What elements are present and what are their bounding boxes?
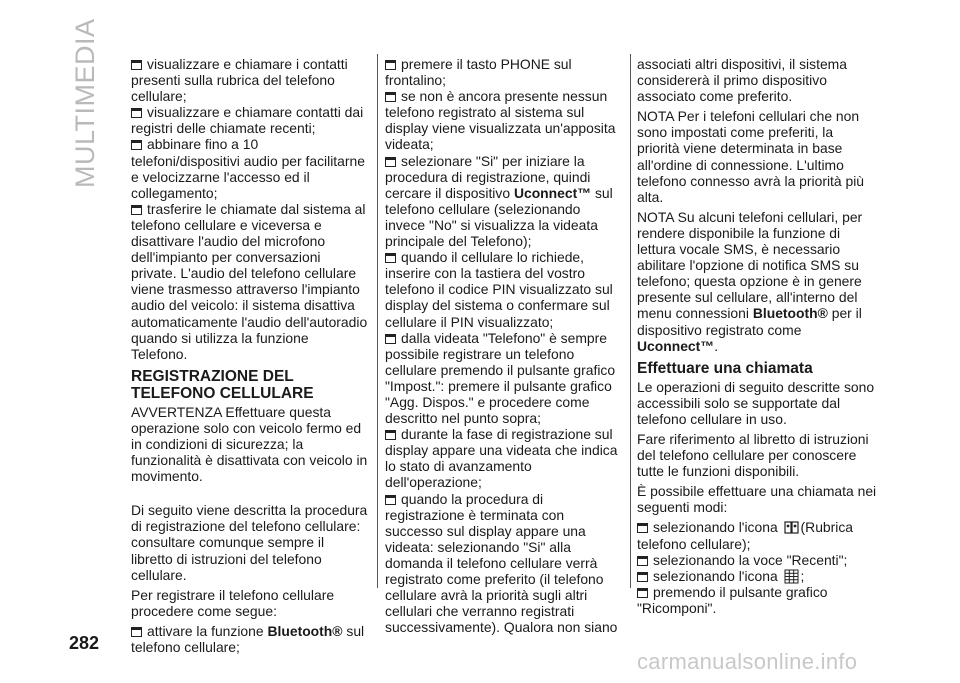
bullet-icon	[637, 556, 648, 566]
section-title: MULTIMEDIA	[70, 18, 100, 188]
watermark: carmanualsonline.info	[637, 649, 858, 674]
list-item: dalla videata "Telefono" è sempre possibile registrare un telefono cellulare premendo il pulsante grafico "Impost.": premere il pulsante grafico "Agg. Dispos." e procedere come descritto nel punto sopra;	[385, 329, 616, 427]
bullet-icon	[131, 108, 142, 118]
list-item: visualizzare e chiamare contatti dai registri delle chiamate recenti;	[131, 104, 364, 137]
list-item: abbinare fino a 10 telefoni/dispositivi audio per facilitarne e velocizzarne l'accesso ed il collegamento;	[131, 136, 365, 201]
bullet-icon	[131, 205, 142, 215]
list-item: quando il cellulare lo richiede, inserire con la tastiera del vostro telefono il codice PIN visualizzato sul display del sistema o confermare sul cellulare il PIN visualizzato;	[385, 249, 613, 330]
bullet-icon	[385, 60, 396, 70]
bullet-icon	[385, 495, 396, 505]
bullet-icon	[385, 157, 396, 167]
list-item: selezionando la voce "Recenti";	[637, 552, 879, 568]
bullet-icon	[385, 334, 396, 344]
list-item: premere il tasto PHONE sul frontalino;	[385, 56, 572, 89]
list-item: se non è ancora presente nessun telefono registrato al sistema sul display viene visualizzata un'apposita videata;	[385, 88, 616, 153]
bullet-icon	[637, 523, 648, 533]
column-divider	[377, 54, 378, 588]
bullet-icon	[385, 430, 396, 440]
keypad-icon	[784, 569, 799, 584]
note-text: NOTA Per i telefoni cellulari che non sono impostati come preferiti, la priorità viene determinata in base all'ordine di connessione. L'ultimo telefono connesso avrà la priorità più alta.	[637, 108, 865, 205]
paragraph: È possibile effettuare una chiamata nei seguenti modi:	[637, 483, 877, 516]
bullet-icon	[131, 60, 142, 70]
bullet-icon	[131, 140, 142, 150]
list-item: trasferire le chiamate dal sistema al telefono cellulare e viceversa e disattivare l'audio del microfono dell'impianto per conversazioni private. L'audio del telefono cellulare viene trasmesso attraverso l'impianto audio del veicolo: il sistema disattiva automaticamente l'audio dell'autoradio quando si utilizza la funzione Telefono.	[131, 200, 368, 362]
bullet-icon	[131, 627, 142, 637]
note-text: NOTA Su alcuni telefoni cellulari, per rendere disponibile la funzione di lettura vocale SMS, è necessario abilitare l'opzione di notifica SMS su telefono; questa opzione è in genere presente sul cellulare, all'interno del menu connessioni Bluetooth® per il dispositivo registrato come Uconnect™.	[637, 208, 863, 354]
list-item: quando la procedura di registrazione è terminata con successo sul display appare una videata: selezionando "Si" alla domanda il telefono cellulare verrà registrato come preferito (il telefono cellulare avrà la priorità sugli altri cellulari che verranno registrati successivamente). Qualora non siano	[385, 490, 618, 636]
column-divider	[630, 54, 631, 588]
list-item: durante la fase di registrazione sul display appare una videata che indica lo stato di avanzamento dell'operazione;	[385, 426, 618, 491]
warning-text: AVVERTENZA Effettuare questa operazione solo con veicolo fermo ed in condizioni di sicurezza; la funzionalità è disattivata con veicolo in movimento.	[131, 403, 368, 485]
paragraph: associati altri dispositivi, il sistema considererà il primo dispositivo associato come preferito.	[637, 56, 847, 105]
phonebook-icon	[784, 521, 799, 534]
section-heading: Effettuare una chiamata	[637, 359, 813, 377]
bullet-icon	[385, 253, 396, 263]
paragraph: Per registrare il telefono cellulare procedere come segue:	[131, 586, 335, 619]
list-item: visualizzare e chiamare i contatti presenti sulla rubrica del telefono cellulare;	[131, 56, 348, 105]
list-item: attivare la funzione Bluetooth® sul telefono cellulare;	[131, 622, 365, 655]
list-item: premendo il pulsante grafico "Ricomponi".	[637, 583, 828, 616]
list-item: selezionare "Si" per iniziare la procedura di registrazione, quindi cercare il dispositivo Uconnect™ sul telefono cellulare (selezionando invece "No" si visualizza la videata principale del Telefono);	[385, 152, 613, 250]
bullet-icon	[637, 572, 648, 582]
section-heading: REGISTRAZIONE DEL TELEFONO CELLULARE	[131, 367, 314, 402]
column-1	[131, 56, 368, 655]
paragraph: Di seguito viene descritta la procedura di registrazione del telefono cellulare: consultare comunque sempre il libretto di istruzioni del telefono cellulare.	[131, 502, 368, 583]
column-2	[385, 56, 622, 635]
bullet-icon	[385, 92, 396, 102]
column-3	[637, 56, 879, 616]
list-item: selezionando l'icona (Rubrica telefono cellulare);	[637, 519, 854, 552]
bullet-icon	[637, 588, 648, 598]
page-number: 282	[69, 633, 100, 653]
paragraph: Le operazioni di seguito descritte sono accessibili solo se supportate dal telefono cellulare in uso.	[637, 378, 875, 427]
list-item: selezionando l'icona ;	[637, 568, 879, 584]
paragraph: Fare riferimento al libretto di istruzioni del telefono cellulare per conoscere tutte le funzioni disponibili.	[637, 430, 869, 480]
